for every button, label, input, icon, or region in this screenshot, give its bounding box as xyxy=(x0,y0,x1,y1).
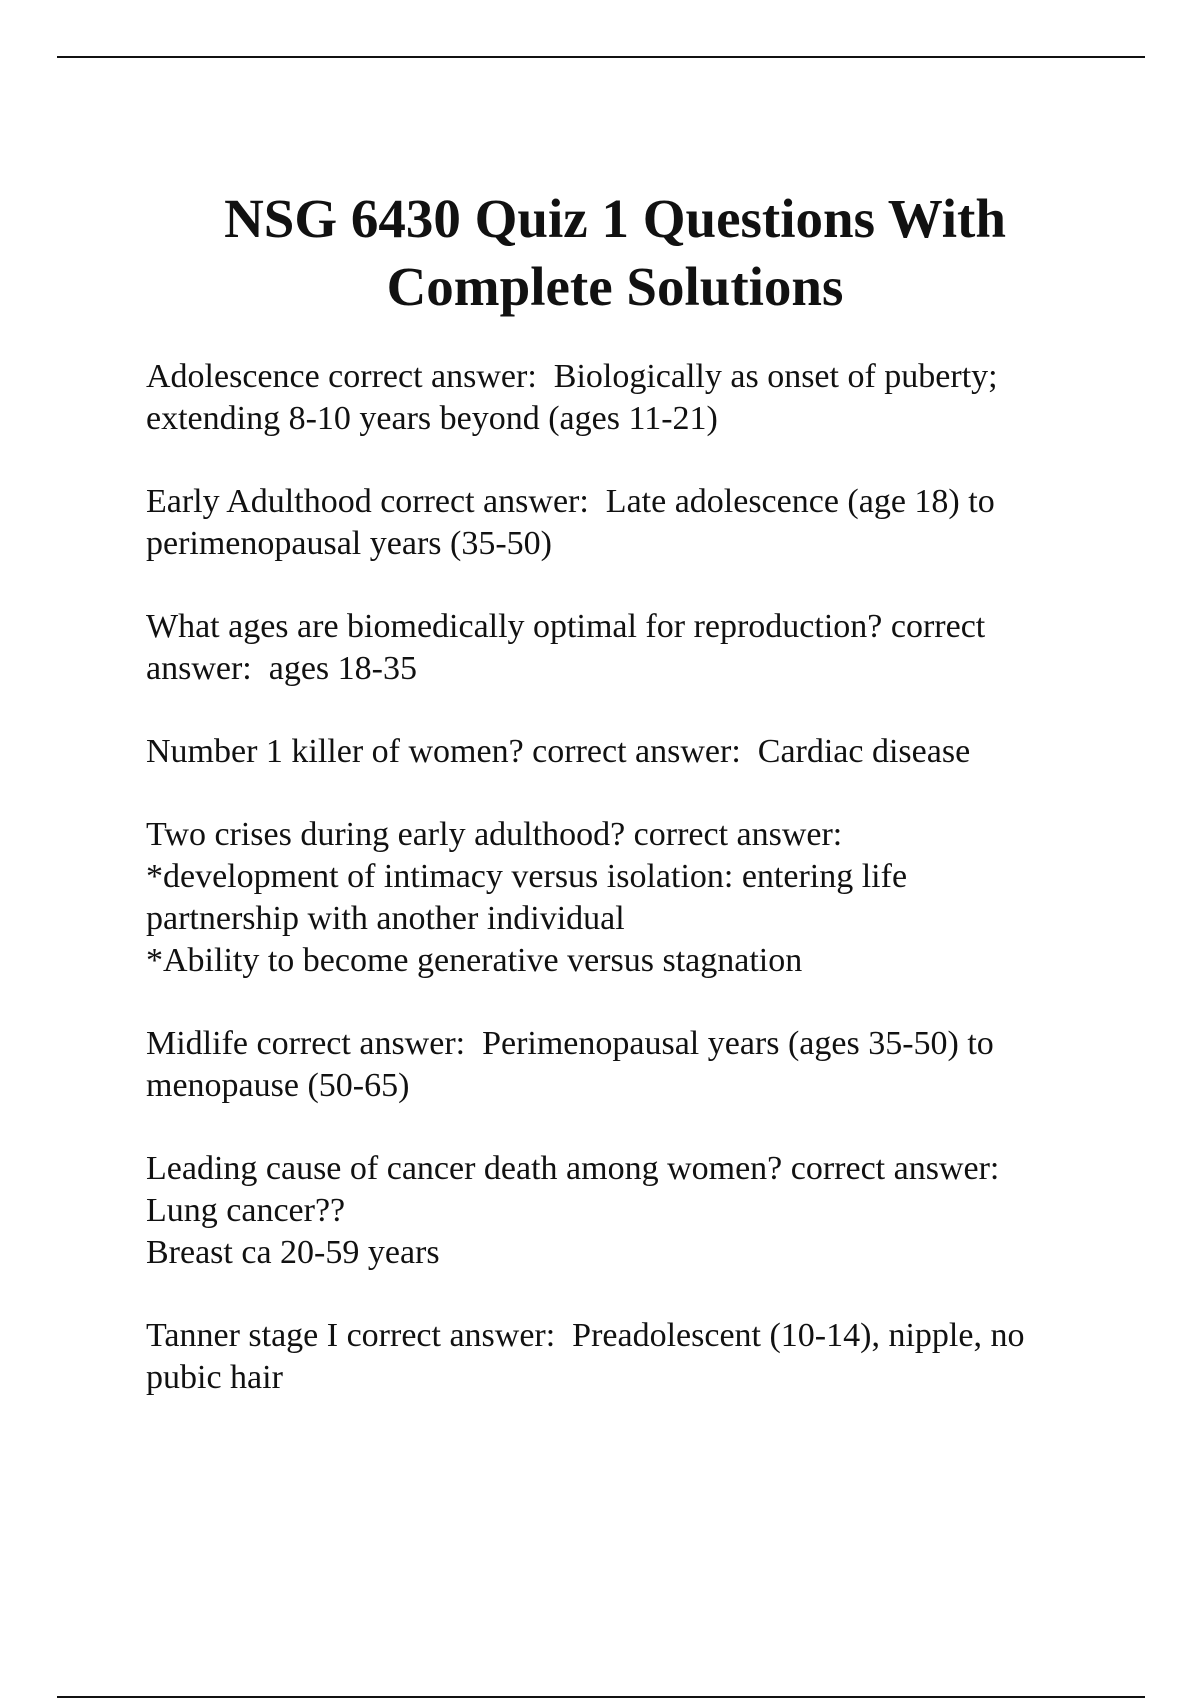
qa-line: Leading cause of cancer death among women? correct answer: xyxy=(146,1150,1000,1187)
qa-line: *development of intimacy versus isolation: entering life xyxy=(146,858,908,895)
qa-line: Early Adulthood correct answer: Late adolescence (age 18) to xyxy=(146,483,995,520)
qa-line: *Ability to become generative versus stagnation xyxy=(146,942,803,979)
qa-entry-two-crises xyxy=(146,814,1126,982)
qa-entry-number-1-killer xyxy=(146,731,1126,773)
qa-entry-reproduction-ages xyxy=(146,606,1126,690)
qa-line: Lung cancer?? xyxy=(146,1192,346,1229)
qa-list xyxy=(146,356,1126,1440)
qa-entry-cancer-death xyxy=(146,1148,1126,1274)
qa-entry-early-adulthood xyxy=(146,481,1126,565)
qa-line: Number 1 killer of women? correct answer: Cardiac disease xyxy=(146,733,971,770)
qa-line: Midlife correct answer: Perimenopausal years (ages 35-50) to xyxy=(146,1025,994,1062)
qa-entry-tanner-stage-1 xyxy=(146,1315,1126,1399)
qa-line: partnership with another individual xyxy=(146,900,625,937)
qa-entry-adolescence xyxy=(146,356,1126,440)
qa-line: Two crises during early adulthood? correct answer: xyxy=(146,816,843,853)
qa-line: extending 8-10 years beyond (ages 11-21) xyxy=(146,400,718,437)
qa-line: answer: ages 18-35 xyxy=(146,650,417,687)
qa-line: What ages are biomedically optimal for reproduction? correct xyxy=(146,608,986,645)
qa-line: perimenopausal years (35-50) xyxy=(146,525,552,562)
qa-line: Tanner stage I correct answer: Preadolescent (10-14), nipple, no xyxy=(146,1317,1025,1354)
bottom-rule xyxy=(57,1696,1145,1698)
title-line-1: NSG 6430 Quiz 1 Questions With xyxy=(224,188,1006,249)
document-title xyxy=(100,185,1130,321)
top-rule xyxy=(57,56,1145,58)
title-line-2: Complete Solutions xyxy=(386,256,844,317)
qa-entry-midlife xyxy=(146,1023,1126,1107)
qa-line: Breast ca 20-59 years xyxy=(146,1234,440,1271)
qa-line: pubic hair xyxy=(146,1359,283,1396)
qa-line: Adolescence correct answer: Biologically as onset of puberty; xyxy=(146,358,998,395)
qa-line: menopause (50-65) xyxy=(146,1067,410,1104)
